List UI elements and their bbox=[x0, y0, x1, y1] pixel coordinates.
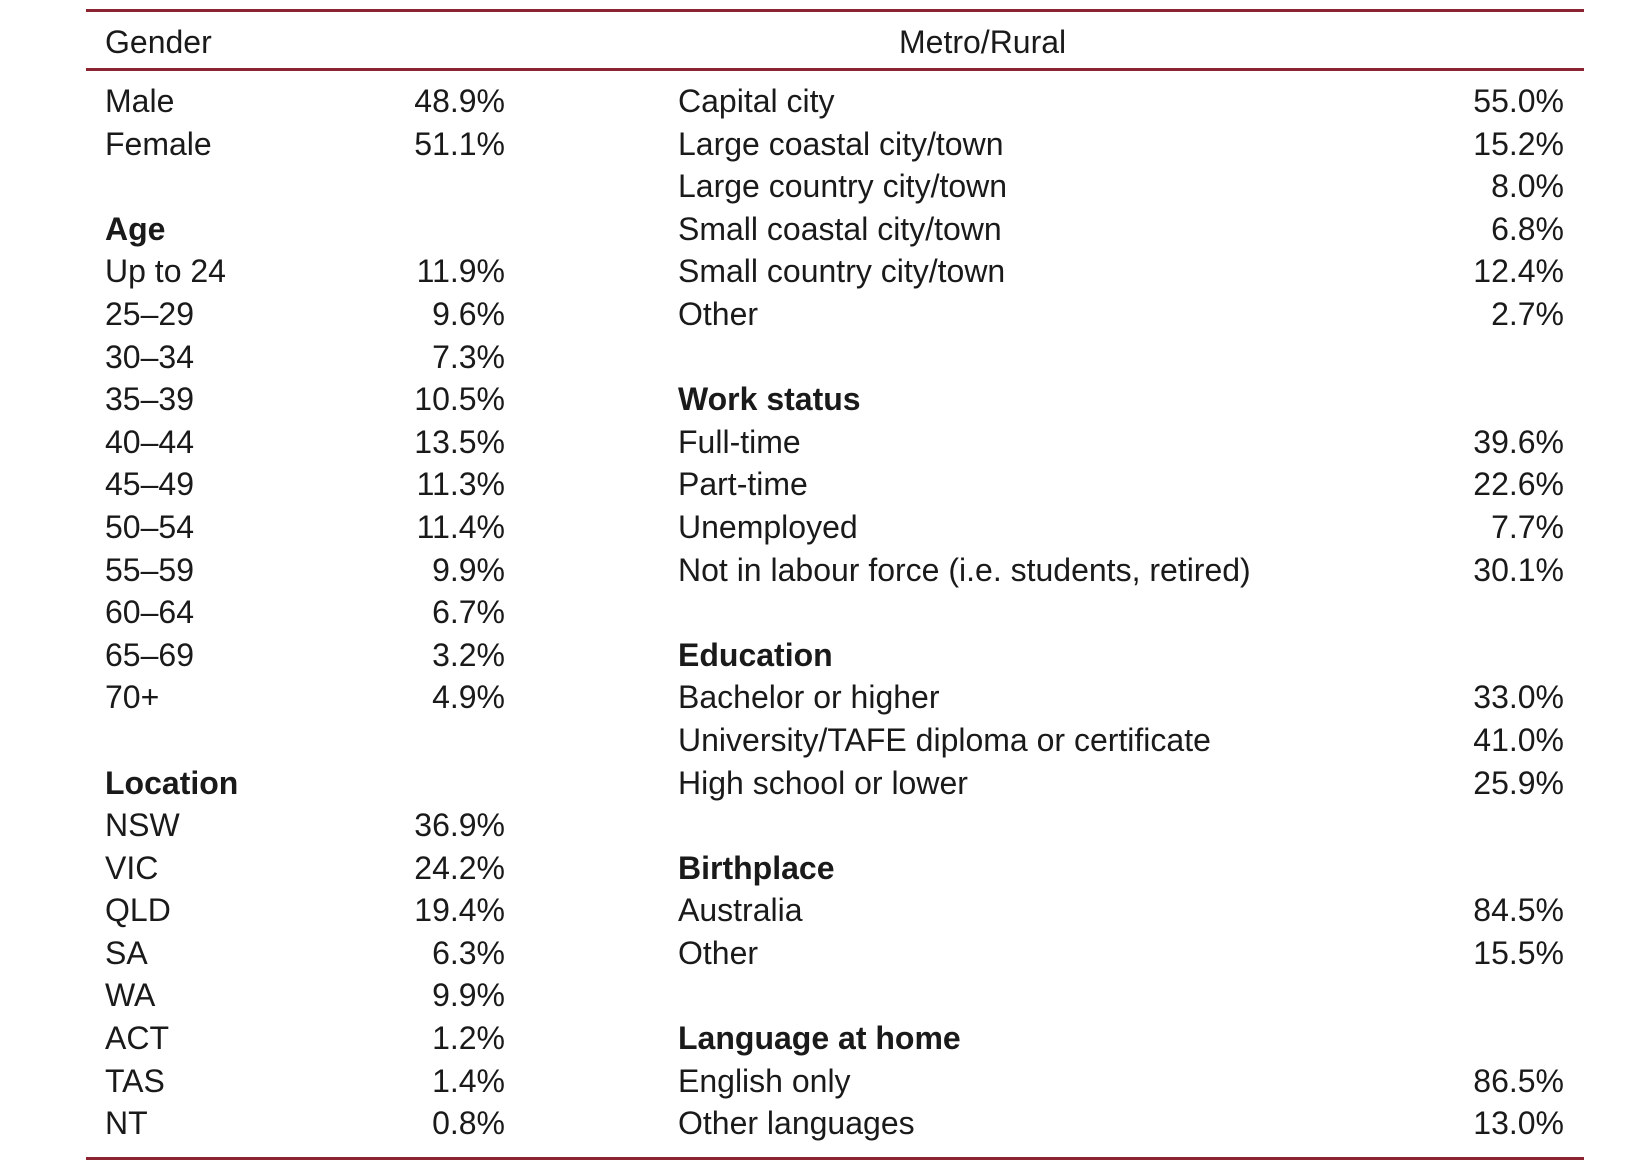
table-row bbox=[678, 421, 1564, 464]
row-label: Australia bbox=[678, 892, 803, 929]
section-heading-row bbox=[678, 847, 1564, 890]
table-row bbox=[678, 932, 1564, 975]
row-label: NT bbox=[105, 1105, 148, 1142]
row-label: QLD bbox=[105, 892, 171, 929]
row-label: Large coastal city/town bbox=[678, 125, 1004, 162]
table-row bbox=[105, 463, 505, 506]
table-row bbox=[105, 634, 505, 677]
row-value: 6.7% bbox=[432, 594, 505, 631]
row-label: Not in labour force (i.e. students, retired) bbox=[678, 551, 1251, 588]
table-row bbox=[105, 889, 505, 932]
row-value: 48.9% bbox=[414, 83, 505, 119]
row-value: 86.5% bbox=[1473, 1062, 1564, 1099]
table-row bbox=[105, 80, 505, 123]
row-value: 41.0% bbox=[1473, 721, 1564, 758]
table-row bbox=[105, 591, 505, 634]
row-label: VIC bbox=[105, 849, 159, 886]
table-row bbox=[678, 549, 1564, 592]
table-row bbox=[105, 804, 505, 847]
row-value: 9.6% bbox=[432, 295, 505, 332]
column-header-metro-rural: Metro/Rural bbox=[899, 24, 1067, 60]
row-value: 11.9% bbox=[416, 253, 505, 290]
row-label: SA bbox=[105, 934, 148, 971]
spacer-row bbox=[678, 336, 1564, 379]
table-row bbox=[105, 293, 505, 336]
row-label: High school or lower bbox=[678, 764, 968, 801]
row-label: ACT bbox=[105, 1020, 169, 1057]
row-label: NSW bbox=[105, 807, 180, 844]
row-label: 60–64 bbox=[105, 594, 194, 631]
row-value: 7.7% bbox=[1491, 508, 1564, 545]
table-row bbox=[678, 463, 1564, 506]
section-heading: Location bbox=[105, 764, 239, 801]
row-label: Female bbox=[105, 125, 212, 162]
row-value: 6.3% bbox=[432, 934, 505, 971]
row-value: 15.5% bbox=[1473, 934, 1564, 971]
spacer-row bbox=[678, 974, 1564, 1017]
row-label: 25–29 bbox=[105, 295, 194, 332]
row-label: 45–49 bbox=[105, 466, 194, 503]
section-heading: Age bbox=[105, 210, 166, 247]
row-value: 11.4% bbox=[416, 508, 505, 545]
row-value: 13.0% bbox=[1473, 1105, 1564, 1142]
section-heading-row bbox=[678, 378, 1564, 421]
row-label: Other bbox=[678, 295, 759, 332]
row-label: 65–69 bbox=[105, 636, 194, 673]
table-top-rule bbox=[86, 9, 1584, 12]
table-row bbox=[105, 336, 505, 379]
row-value: 9.9% bbox=[432, 977, 505, 1014]
table-bottom-rule bbox=[86, 1157, 1584, 1160]
table-row bbox=[678, 123, 1564, 166]
table-header-rule bbox=[86, 68, 1584, 71]
table-row bbox=[105, 1017, 505, 1060]
row-value: 4.9% bbox=[432, 679, 505, 716]
table-row bbox=[105, 123, 505, 166]
row-label: Large country city/town bbox=[678, 168, 1008, 205]
left-column bbox=[105, 80, 505, 1145]
row-value: 33.0% bbox=[1473, 679, 1564, 716]
row-value: 2.7% bbox=[1491, 295, 1564, 332]
section-heading: Education bbox=[678, 636, 833, 673]
table-row bbox=[105, 932, 505, 975]
row-label: 35–39 bbox=[105, 381, 194, 418]
table-row bbox=[105, 1060, 505, 1103]
row-value: 39.6% bbox=[1473, 423, 1564, 460]
row-label: Small coastal city/town bbox=[678, 210, 1002, 247]
row-value: 15.2% bbox=[1473, 125, 1564, 162]
row-value: 12.4% bbox=[1473, 253, 1564, 290]
row-value: 6.8% bbox=[1491, 210, 1564, 247]
table-row bbox=[105, 1102, 505, 1145]
table-row bbox=[105, 506, 505, 549]
column-header-gender: Gender bbox=[105, 24, 212, 60]
row-value: 8.0% bbox=[1491, 168, 1564, 205]
row-label: 50–54 bbox=[105, 508, 194, 545]
row-value: 0.8% bbox=[432, 1105, 505, 1142]
row-label: Unemployed bbox=[678, 508, 858, 545]
section-heading: Work status bbox=[678, 381, 861, 418]
table-row bbox=[105, 549, 505, 592]
table-row bbox=[105, 974, 505, 1017]
row-value: 1.2% bbox=[432, 1020, 505, 1057]
table-row bbox=[105, 421, 505, 464]
table-row bbox=[678, 762, 1564, 805]
row-label: Up to 24 bbox=[105, 253, 226, 290]
row-value: 36.9% bbox=[414, 807, 505, 844]
table-row bbox=[105, 676, 505, 719]
spacer-row bbox=[678, 804, 1564, 847]
row-label: TAS bbox=[105, 1062, 165, 1099]
row-label: Capital city bbox=[678, 83, 835, 119]
table-row bbox=[678, 676, 1564, 719]
row-value: 19.4% bbox=[414, 892, 505, 929]
spacer-row bbox=[105, 165, 505, 208]
row-label: 55–59 bbox=[105, 551, 194, 588]
table-row bbox=[678, 719, 1564, 762]
section-heading: Birthplace bbox=[678, 849, 835, 886]
table-row bbox=[105, 847, 505, 890]
row-label: 40–44 bbox=[105, 423, 194, 460]
row-value: 9.9% bbox=[432, 551, 505, 588]
row-value: 22.6% bbox=[1473, 466, 1564, 503]
row-value: 3.2% bbox=[432, 636, 505, 673]
section-heading: Language at home bbox=[678, 1020, 961, 1057]
row-value: 55.0% bbox=[1473, 83, 1564, 119]
row-label: English only bbox=[678, 1062, 851, 1099]
table-row bbox=[678, 165, 1564, 208]
section-heading-row bbox=[105, 762, 505, 805]
row-label: 70+ bbox=[105, 679, 160, 716]
section-heading-row bbox=[678, 634, 1564, 677]
table-row bbox=[678, 1060, 1564, 1103]
row-label: University/TAFE diploma or certificate bbox=[678, 721, 1211, 758]
row-value: 7.3% bbox=[432, 338, 505, 375]
row-value: 30.1% bbox=[1473, 551, 1564, 588]
table-row bbox=[678, 889, 1564, 932]
row-label: Small country city/town bbox=[678, 253, 1006, 290]
row-label: Bachelor or higher bbox=[678, 679, 940, 716]
row-value: 1.4% bbox=[432, 1062, 505, 1099]
row-value: 13.5% bbox=[414, 423, 505, 460]
section-heading-row bbox=[678, 1017, 1564, 1060]
row-label: 30–34 bbox=[105, 338, 194, 375]
row-value: 51.1% bbox=[414, 125, 505, 162]
table-row bbox=[105, 378, 505, 421]
right-column bbox=[678, 80, 1564, 1145]
row-value: 10.5% bbox=[414, 381, 505, 418]
table-row bbox=[678, 506, 1564, 549]
row-label: Male bbox=[105, 83, 175, 119]
spacer-row bbox=[678, 591, 1564, 634]
row-value: 84.5% bbox=[1473, 892, 1564, 929]
row-label: Full-time bbox=[678, 423, 801, 460]
table-row bbox=[678, 250, 1564, 293]
row-value: 11.3% bbox=[416, 466, 505, 503]
row-value: 24.2% bbox=[414, 849, 505, 886]
spacer-row bbox=[105, 719, 505, 762]
table-row bbox=[678, 1102, 1564, 1145]
table-row bbox=[678, 293, 1564, 336]
row-label: WA bbox=[105, 977, 156, 1014]
row-label: Other languages bbox=[678, 1105, 915, 1142]
table-row bbox=[678, 80, 1564, 123]
table-row bbox=[678, 208, 1564, 251]
row-label: Part-time bbox=[678, 466, 808, 503]
table-row bbox=[105, 250, 505, 293]
row-value: 25.9% bbox=[1473, 764, 1564, 801]
row-label: Other bbox=[678, 934, 759, 971]
section-heading-row bbox=[105, 208, 505, 251]
